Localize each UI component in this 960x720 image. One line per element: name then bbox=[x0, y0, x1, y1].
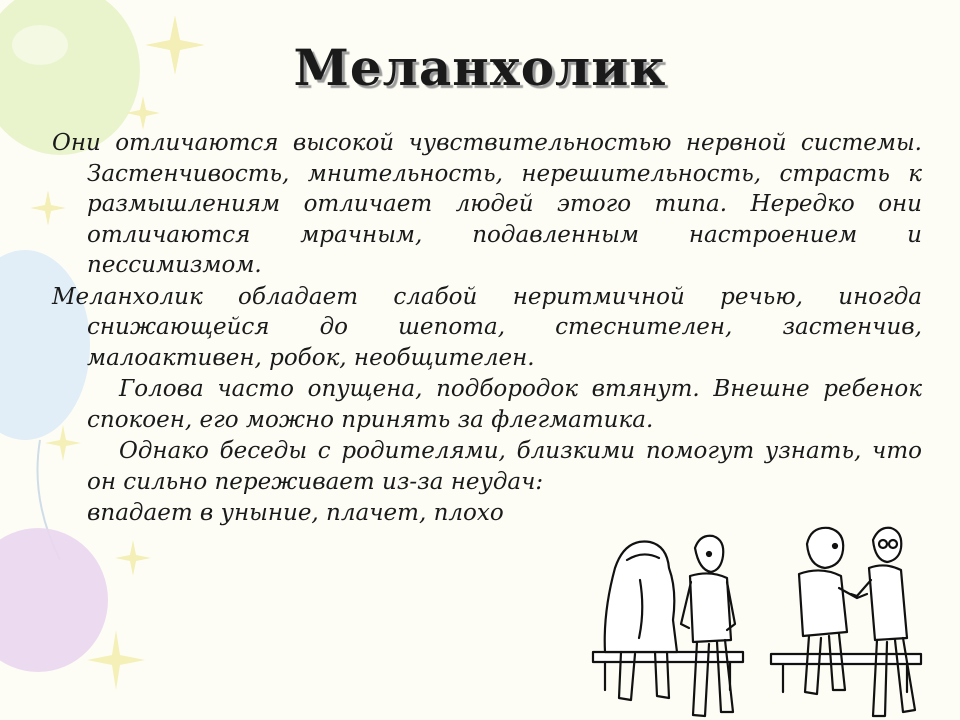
melancholic-children-illustration bbox=[585, 520, 930, 720]
paragraph-4: Однако беседы с родителями, близкими помогут узнать, что он сильно переживает из-за неудач: bbox=[87, 438, 922, 495]
slide-title: Меланхолик bbox=[293, 38, 667, 97]
paragraph-2: Меланхолик обладает слабой неритмичной речью, иногда снижающейся до шепота, стеснителен, застенчив, малоактивен, робок, необщителен. bbox=[52, 283, 922, 371]
paragraph-3: Голова часто опущена, подбородок втянут. Внешне ребенок спокоен, его можно принять за флегматика. bbox=[87, 376, 922, 433]
paragraph-4-continued: впадает в уныние, плачет, плохо bbox=[87, 500, 504, 526]
paragraph-1: Они отличаются высокой чувствительностью нервной системы. Застенчивость, мнительность, нерешительность, страсть к размышлениям отличает людей этого типа. Нередко они отличаются мрачным, подавленным настроением и пессимизмом. bbox=[52, 130, 922, 278]
slide-body bbox=[52, 128, 922, 529]
